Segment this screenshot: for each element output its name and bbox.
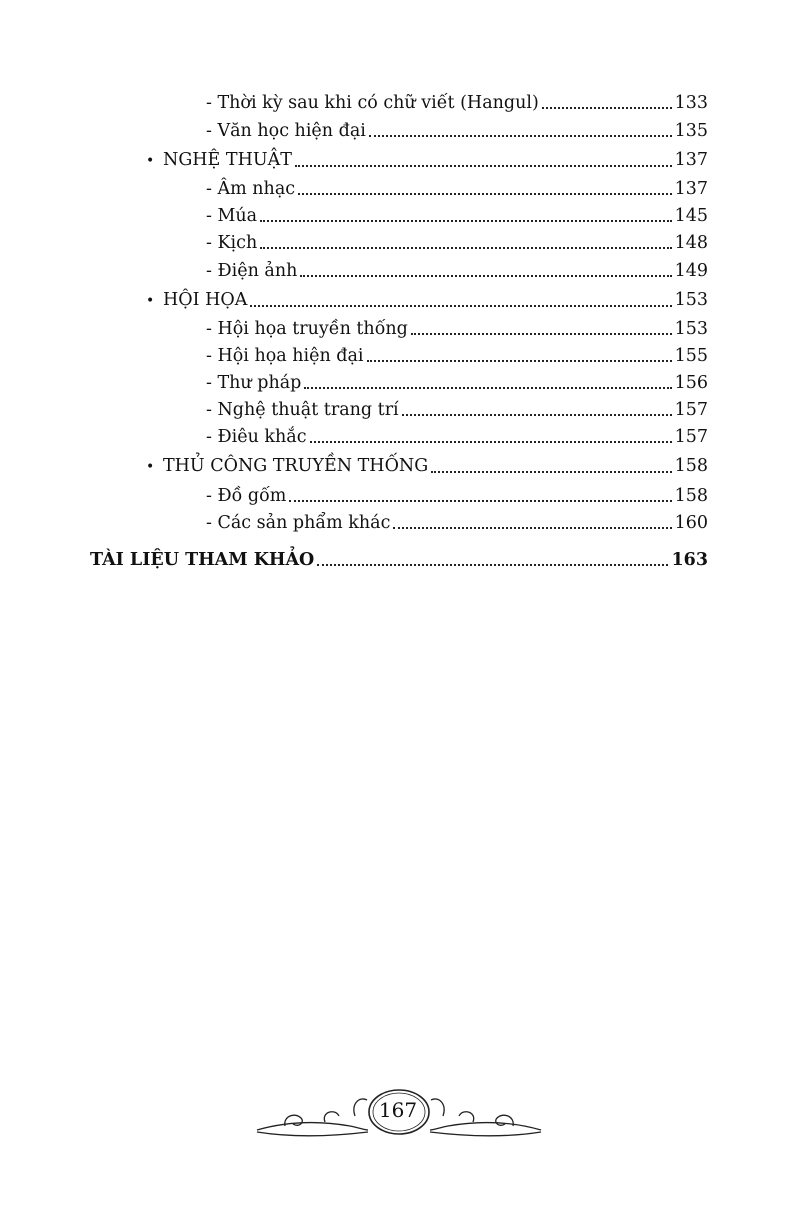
toc-entry: - Văn học hiện đại 135: [206, 121, 708, 141]
dot-leader: [431, 470, 671, 473]
dot-leader: [300, 274, 671, 277]
toc-entry-page: 160: [674, 513, 708, 533]
dot-leader: [369, 134, 672, 137]
toc-section: [146, 289, 708, 312]
toc-entry-label: Kịch: [217, 233, 258, 253]
toc-entry: - Kịch 148: [206, 233, 708, 253]
dot-leader: [250, 304, 671, 307]
page-number: 167: [378, 1098, 418, 1122]
toc-section: [146, 149, 708, 172]
dot-leader: [367, 359, 672, 362]
toc-entry-label: Nghệ thuật trang trí: [217, 400, 399, 420]
dot-leader: [393, 526, 671, 529]
toc-entry-page: 137: [674, 150, 708, 170]
toc-entry-page: 163: [671, 550, 708, 570]
toc-entry-page: 155: [674, 346, 708, 366]
toc-entry-page: 157: [674, 400, 708, 420]
toc-entry: - Thư pháp 156: [206, 373, 708, 393]
toc-entry-page: 145: [674, 206, 708, 226]
toc-entry-label: Điện ảnh: [217, 261, 298, 281]
toc-section: [146, 455, 708, 478]
toc-entry: - Thời kỳ sau khi có chữ viết (Hangul) 133: [206, 93, 708, 113]
toc-entry-page: 153: [674, 319, 708, 339]
bullet-icon: •: [146, 293, 155, 309]
toc-entry-page: 153: [674, 290, 708, 310]
dot-leader: [317, 563, 668, 566]
toc-entry: - Âm nhạc 137: [206, 179, 708, 199]
dot-leader: [289, 499, 671, 502]
dot-leader: [310, 440, 672, 443]
dot-leader: [298, 192, 672, 195]
toc-entry-label: Múa: [217, 206, 258, 226]
toc-chapter: [90, 549, 708, 571]
toc-entry-page: 158: [674, 456, 708, 476]
toc-entry: - Hội họa hiện đại 155: [206, 346, 708, 366]
toc-entry-label: Hội họa hiện đại: [217, 346, 364, 366]
toc-entry-page: 158: [674, 486, 708, 506]
toc-entry: - Điện ảnh 149: [206, 261, 708, 281]
dot-leader: [260, 219, 671, 222]
toc-entry: - Đồ gốm 158: [206, 486, 708, 506]
toc-entry: - Nghệ thuật trang trí 157: [206, 400, 708, 420]
dot-leader: [411, 332, 672, 335]
toc-entry: - Hội họa truyền thống 153: [206, 319, 708, 339]
toc-entry-label: Các sản phẩm khác: [217, 513, 391, 533]
toc-entry-page: 156: [674, 373, 708, 393]
toc-entry: - Múa 145: [206, 206, 708, 226]
bullet-icon: •: [146, 153, 155, 169]
toc-entry-page: 137: [674, 179, 708, 199]
toc-entry-label: Âm nhạc: [217, 179, 296, 199]
toc-entry: - Điêu khắc 157: [206, 427, 708, 447]
toc-chapter-label: TÀI LIỆU THAM KHẢO: [90, 550, 315, 570]
toc-section-label: THỦ CÔNG TRUYỀN THỐNG: [163, 456, 429, 476]
toc-entry-label: Văn học hiện đại: [217, 121, 366, 141]
toc-entry-label: Đồ gốm: [217, 486, 287, 506]
dot-leader: [260, 246, 671, 249]
toc-entry-page: 149: [674, 261, 708, 281]
toc-entry-label: Điêu khắc: [217, 427, 307, 447]
toc-entry: - Các sản phẩm khác 160: [206, 513, 708, 533]
dot-leader: [295, 164, 672, 167]
toc-entry-page: 135: [674, 121, 708, 141]
toc-entry-label: Thư pháp: [217, 373, 302, 393]
dot-leader: [542, 106, 672, 109]
toc-section-label: NGHỆ THUẬT: [163, 150, 292, 170]
bullet-icon: •: [146, 459, 155, 475]
toc-entry-page: 133: [674, 93, 708, 113]
toc-section-label: HỘI HỌA: [163, 290, 248, 310]
toc-entry-page: 148: [674, 233, 708, 253]
toc-entry-page: 157: [674, 427, 708, 447]
dot-leader: [402, 413, 672, 416]
toc-entry-label: Thời kỳ sau khi có chữ viết (Hangul): [217, 93, 539, 113]
toc-entry-label: Hội họa truyền thống: [217, 319, 408, 339]
dot-leader: [304, 386, 671, 389]
